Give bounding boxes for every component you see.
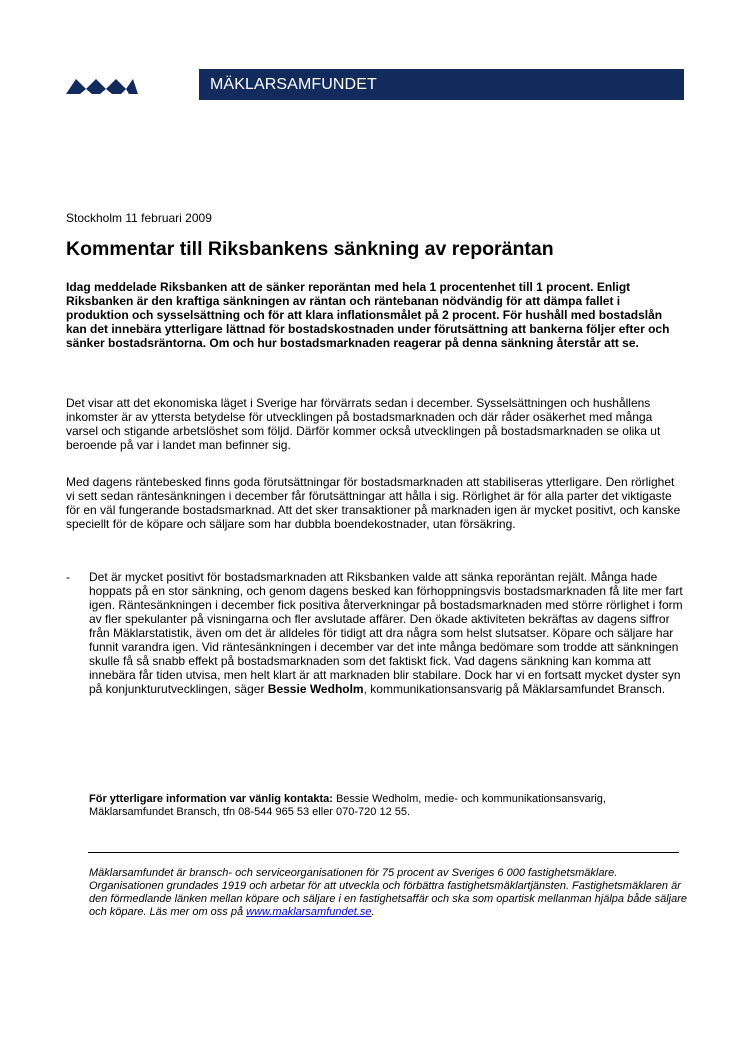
footer-about (89, 867, 689, 919)
quote-tail: , kommunikationsansvarig på Mäklarsamfundet Bransch. (363, 682, 666, 696)
maklarsamfundet-logo-icon (66, 76, 138, 94)
contact-text: Bessie Wedholm, medie- och kommunikationsansvarig, Mäklarsamfundet Bransch, tfn 08-544 965 53 eller 070-720 12 55. (89, 793, 606, 818)
quote-speaker: Bessie Wedholm (267, 682, 364, 696)
list-dash: - (66, 570, 70, 584)
brand-name: MÄKLARSAMFUNDET (210, 76, 377, 93)
lead-paragraph: Idag meddelade Riksbanken att de sänker reporäntan med hela 1 procentenhet till 1 procent. Enligt Riksbanken är den kraftiga sänkningen av räntan och räntebanan nödvändig för att dämpa fallet i produktion och sysselsättning och för att klara inflationsmålet på 2 procent. För hushåll med bostadslån kan det innebära ytterligare lättnad för bostadskostnaden under förutsättning att bankerna följer efter och sänker bostadsräntorna. Om och hur bostadsmarknaden reagerar på denna sänkning återstår att se. (66, 280, 670, 350)
dateline: Stockholm 11 februari 2009 (66, 211, 212, 225)
quote-body: Det är mycket positivt för bostadsmarknaden att Riksbanken valde att sänka reporäntan rejält. Många hade hoppats på en stor sänkning, och genom dagens besked kan förhoppningsvis bostadsmarknaden få lite mer fart igen. Räntesänkningen i december fick positiva återverkningar på bostadsmarknaden med större rörlighet i form av fler spekulanter på visningarna och fler avslutade affärer. Den ökade aktiviteten bekräftas av dagens siffror från Mäklarstatistik, även om det är alldeles för tidigt att dra några som helst slutsatser. Köpare och säljare har funnit varandra igen. Vid räntesänkningen i december var det inte många bedömare som trodde att sänkningen skulle få så snabb effekt på bostadsmarknaden som det faktiskt fick. Vad dagens sänkning kan komma att innebära får tiden utvisa, men helt klart är att marknaden blir stabilare. Dock har vi en fortsatt mycket dyster syn på konjunkturutvecklingen, säger (89, 570, 683, 696)
body-paragraph-1: Det visar att det ekonomiska läget i Sverige har förvärrats sedan i december. Sysselsättningen och hushållens inkomster är av yttersta betydelse för utvecklingen på bostadsmarknaden och där råder osäkerhet med många varsel och stigande arbetslöshet som följd. Därför kommer också utvecklingen på bostadsmarknaden se olika ut beroende på var i landet man befinner sig. (66, 396, 661, 452)
footer-divider (88, 852, 679, 853)
body-paragraph-2: Med dagens räntebesked finns goda förutsättningar för bostadsmarknaden att stabiliseras ytterligare. Den rörlighet vi sett sedan räntesänkningen i december får förutsättningar att hålla i sig. Rörlighet är för alla parter det viktigaste för en väl fungerande bostadsmarknad. Att det sker transaktioner på marknaden igen är mycket positivt, och kanske speciellt för de köpare och säljare som har dubbla boendekostnader, utan försäkring. (66, 475, 681, 531)
contact-label: För ytterligare information var vänlig kontakta: (89, 793, 333, 805)
footer-text: Mäklarsamfundet är bransch- och serviceorganisationen för 75 procent av Sveriges 6 000 fastighetsmäklare. Organisationen grundades 1919 och arbetar för att utveckla och förbättra fastighetsmäklartjänsten. Fastighetsmäklaren är den förmedlande länken mellan köpare och säljare i en fastighetsaffär och ska som opartisk mellanman hjälpa både säljare och köpare. Läs mer om oss på (89, 867, 688, 918)
page-title: Kommentar till Riksbankens sänkning av reporäntan (66, 238, 554, 260)
footer-end: . (371, 906, 375, 918)
contact-info (89, 793, 669, 819)
brand-banner (199, 69, 684, 100)
quote-text (89, 570, 686, 696)
website-link[interactable]: www.maklarsamfundet.se (246, 906, 372, 918)
